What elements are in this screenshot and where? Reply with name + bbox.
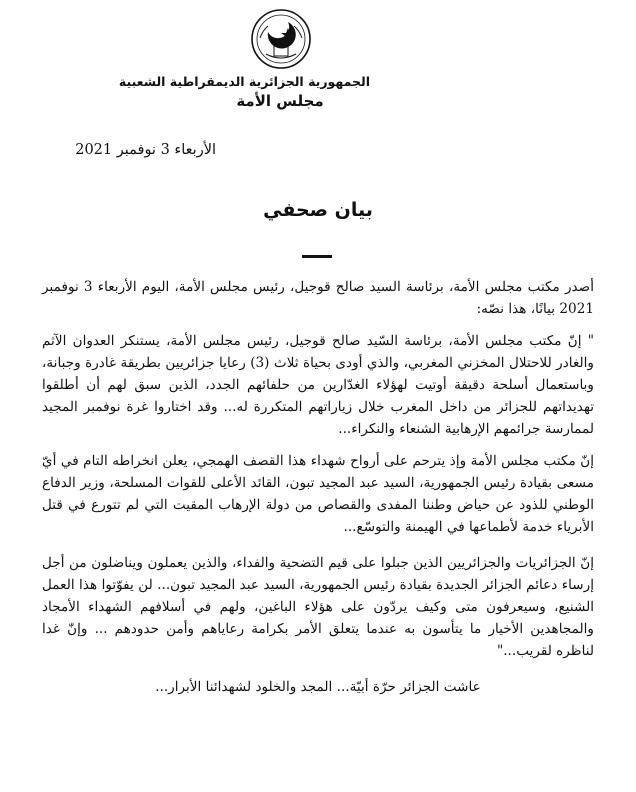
- statement-body: [42, 276, 594, 704]
- letterhead: [118, 8, 370, 118]
- release-date: الأربعاء 3 نوفمبر 2021: [75, 142, 216, 158]
- statement-paragraph: " إنّ مكتب مجلس الأمة، برئاسة السّيد صالح قوجيل، رئيس مجلس الأمة، يستنكر العدوان الآثم والغادر للاحتلال المخزني المغربي، والذي أودى بحياة ثلاث (3) رعايا جزائريين بطريقة غادرة وجبانة، وباستعمال أسلحة دقيقة أوتيت لهؤلاء الغدّارين من حلفائهم الجدد، الذين سبق لهم أن أطلقوا تهديداتهم للجزائر من داخل المغرب خلال زياراتهم المتكررة له... وقد اختاروا غرة نوفمبر المجيد لممارسة جرائمهم الإرهابية الشنعاء والنكراء...: [42, 333, 594, 437]
- title-divider: [302, 255, 332, 258]
- closing-line: عاشت الجزائر حرّة أبيّة... المجد والخلود لشهدائنا الأبرار...: [155, 679, 481, 695]
- intro-paragraph: أصدر مكتب مجلس الأمة، برئاسة السيد صالح قوجيل، رئيس مجلس الأمة، اليوم الأربعاء 3 نوفمبر 2021 بيانًا، هذا نصّه:: [42, 279, 594, 317]
- statement-paragraph: إنّ الجزائريات والجزائريين الذين جبلوا على قيم التضحية والفداء، والذين يعملون ويناضلون من أجل إرساء دعائم الجزائر الجديدة بقيادة رئيس الجمهورية، السيد عبد المجيد تبون... لن يفوّتوا هذا العمل الشنيع، وسيعرفون متى وكيف يردّون على هؤلاء الباغين، ولهم في أسلافهم الشهداء الأمجاد والمجاهدين الأخيار ما يتأسون به عندما يتعلق الأمر بكرامة رعاياهم وأمن حدودهم ... وإنّ غدا لناظره لقريب...": [42, 555, 594, 659]
- document-title: بيان صحفي: [263, 199, 373, 221]
- republic-name: الجمهورية الجزائرية الديمقراطية الشعبية: [118, 74, 370, 89]
- algeria-emblem-icon: [248, 8, 314, 70]
- council-name: مجلس الأمة: [236, 92, 324, 110]
- statement-paragraph: إنّ مكتب مجلس الأمة وإذ يترحم على أرواح شهداء هذا القصف الهمجي، يعلن انخراطه التام في أيّ مسعى بقيادة رئيس الجمهورية، السيد عبد المجيد تبون، القائد الأعلى للقوات المسلحة، وزير الدفاع الوطني للذود عن حياض وطننا المفدى والقصاص من دولة الإرهاب المقيت التي لم تتورع في قتل الأبرياء خدمة لأطماعها في الهيمنة والتوسّع...: [42, 453, 594, 535]
